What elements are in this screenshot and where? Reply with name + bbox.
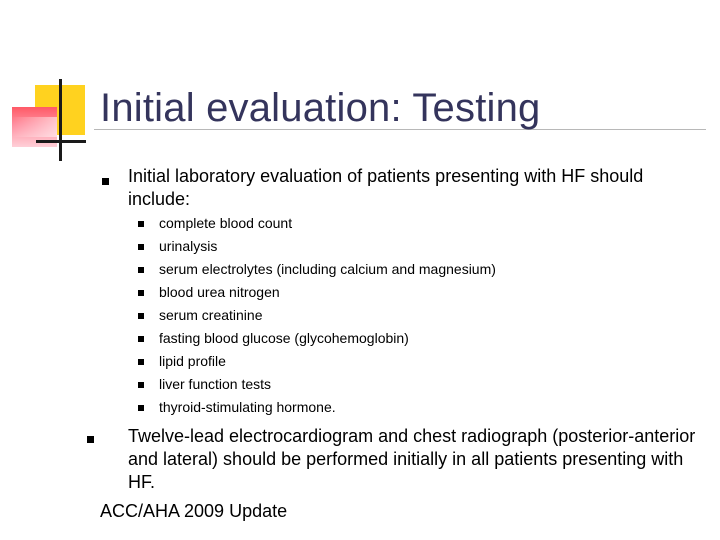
decorative-logo — [0, 0, 120, 170]
sub-bullet-item: urinalysis — [159, 238, 218, 254]
sub-bullet-icon — [138, 221, 144, 227]
sub-bullet-icon — [138, 405, 144, 411]
sub-bullet-item: liver function tests — [159, 376, 272, 392]
sub-bullet-item: blood urea nitrogen — [159, 284, 280, 300]
sub-bullet-icon — [138, 290, 144, 296]
sub-bullet-icon — [138, 336, 144, 342]
sub-bullet-item: fasting blood glucose (glycohemoglobin) — [159, 330, 409, 346]
source-footer: ACC/AHA 2009 Update — [100, 501, 288, 521]
sub-bullet-item: thyroid-stimulating hormone. — [159, 399, 336, 415]
sub-bullet-icon — [138, 382, 144, 388]
sub-bullet-item: complete blood count — [159, 215, 293, 231]
bullet-square-icon — [102, 178, 109, 185]
vertical-line-shape — [59, 79, 62, 161]
sub-bullet-icon — [138, 313, 144, 319]
sub-bullet-item: lipid profile — [159, 353, 226, 369]
sub-bullet-icon — [138, 267, 144, 273]
slide-title: Initial evaluation: Testing — [100, 86, 541, 130]
sub-bullet-icon — [138, 359, 144, 365]
bullet-text-ecg-radiograph: Twelve-lead electrocardiogram and chest radiograph (posterior-anterior and lateral) should be performed initially in all patients presenting with HF. — [128, 426, 696, 492]
sub-bullet-item: serum electrolytes (including calcium and magnesium) — [159, 261, 496, 277]
bullet-text-lab-evaluation: Initial laboratory evaluation of patients presenting with HF should include: — [128, 166, 644, 209]
sub-bullet-icon — [138, 244, 144, 250]
sub-bullet-item: serum creatinine — [159, 307, 263, 323]
horizontal-line-shape — [36, 140, 86, 143]
bullet-square-icon — [87, 436, 94, 443]
